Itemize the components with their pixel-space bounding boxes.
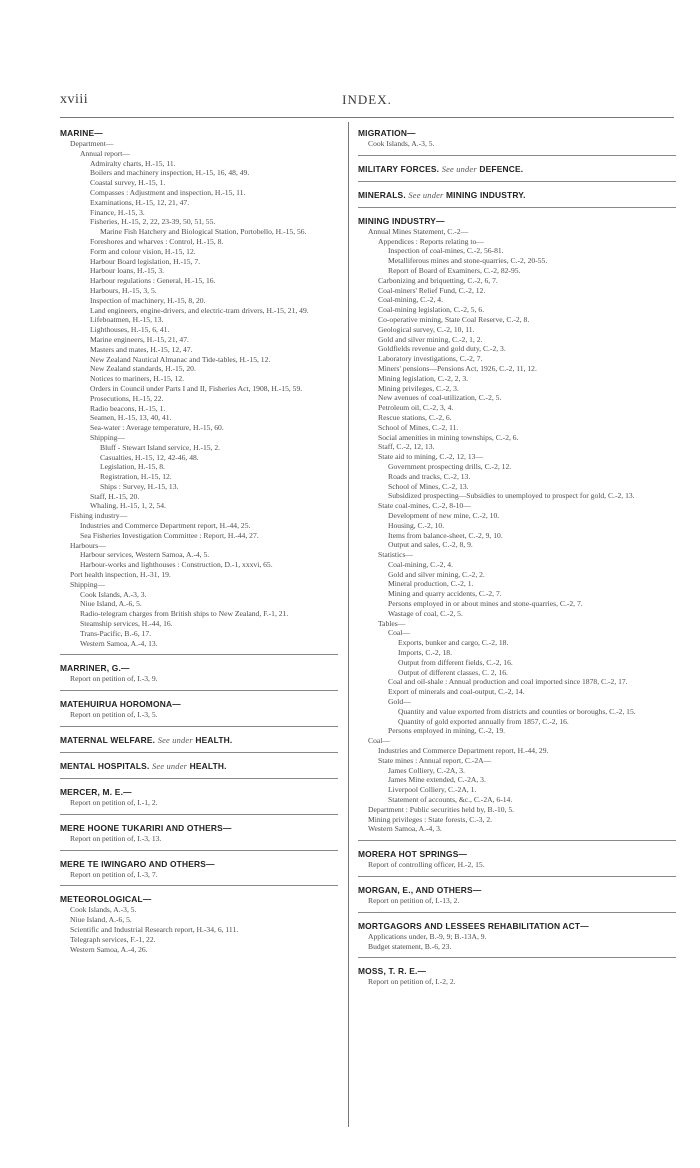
index-line: Seamen, H.-15, 13, 40, 41.: [90, 413, 172, 423]
index-line: Bluff - Stewart Island service, H.-15, 2.: [100, 442, 221, 452]
index-line: Scientific and Industrial Research report, H.-34, 6, 111.: [70, 925, 239, 935]
index-entry: [60, 663, 338, 691]
index-line: Output of different classes, C. 2, 16.: [398, 667, 508, 677]
header-rule: [60, 117, 674, 118]
index-line: Quantity of gold exported annually from 1857, C.-2, 16.: [398, 716, 569, 726]
heading-text: MINING INDUSTRY—: [358, 215, 445, 226]
index-line: Report on petition of, I.-2, 2.: [368, 977, 456, 987]
heading-text: MARINE—: [60, 128, 103, 138]
entry-heading: [358, 164, 676, 175]
index-line: Geological survey, C.-2, 10, 11.: [378, 324, 475, 334]
column-divider: [348, 122, 349, 1127]
index-entry: [60, 823, 338, 851]
index-line: Cook Islands, A.-3, 5.: [368, 139, 435, 148]
index-line: State coal-mines, C.-2, 8-10—: [378, 501, 471, 511]
index-line: Statistics—: [378, 550, 414, 560]
index-line: New avenues of coal-utilization, C.-2, 5.: [378, 393, 502, 403]
index-line: Laboratory investigations, C.-2, 7.: [378, 354, 483, 364]
index-line: Inspection of coal-mines, C.-2, 56-81.: [388, 246, 504, 256]
index-line: State mines : Annual report, C.-2A—: [378, 755, 492, 765]
index-entry: [358, 921, 676, 959]
entry-heading: [60, 894, 338, 905]
index-line: Western Samoa, A.-4, 3.: [368, 824, 442, 834]
index-line: Output and sales, C.-2, 8, 9.: [388, 540, 473, 550]
index-line: James Mine extended, C.-2A, 3.: [388, 775, 486, 785]
index-line: Carbonizing and briquetting, C.-2, 6, 7.: [378, 275, 498, 285]
index-line: Miners' pensions—Pensions Act, 1926, C.-2, 11, 12.: [378, 363, 537, 373]
index-line: Mining privileges : State forests, C.-3, 2.: [368, 814, 493, 824]
index-line: Inspection of machinery, H.-15, 8, 20.: [90, 295, 206, 305]
heading-text: MIGRATION—: [358, 128, 416, 138]
index-line: Housing, C.-2, 10.: [388, 520, 445, 530]
index-line: Registration, H.-15, 12.: [100, 472, 172, 482]
index-line: Report of controlling officer, H.-2, 15.: [368, 860, 485, 870]
index-entry: [358, 885, 676, 913]
index-line: Coal—: [388, 628, 410, 638]
heading-text: MARRINER, G.—: [60, 663, 130, 674]
index-line: Radio-telegram charges from British ships to New Zealand, F.-1, 21.: [80, 609, 289, 619]
page-header: [60, 92, 674, 108]
index-line: Harbour services, Western Samoa, A.-4, 5.: [80, 550, 210, 560]
index-line: Annual report—: [80, 148, 130, 158]
index-line: Port health inspection, H.-31, 19.: [70, 570, 171, 580]
index-line: Persons employed in or about mines and stone-quarries, C.-2, 7.: [388, 599, 583, 609]
heading-text: MATEHUIRUA HOROMONA—: [60, 699, 181, 710]
heading-text: MORGAN, E., AND OTHERS—: [358, 885, 482, 895]
index-line: Examinations, H.-15, 12, 21, 47.: [90, 197, 190, 207]
index-line: Tables—: [378, 618, 406, 628]
right-column: [358, 128, 676, 1001]
index-entry: [358, 849, 676, 877]
index-entry: [60, 699, 338, 727]
index-line: Industries and Commerce Department report, H.-44, 29.: [378, 746, 549, 756]
index-line: Land engineers, engine-drivers, and electric-tram drivers, H.-15, 21, 49.: [90, 305, 309, 315]
index-line: Report on petition of, I.-13, 2.: [368, 896, 460, 905]
index-line: James Colliery, C.-2A, 3.: [388, 765, 465, 775]
index-line: Subsidized prospecting—Subsidies to unemployed to prospect for gold, C.-2, 13.: [388, 491, 635, 501]
index-line: Gold and silver mining, C.-2, 2.: [388, 569, 485, 579]
index-line: Mining legislation, C.-2, 2, 3.: [378, 373, 469, 383]
index-line: Telegraph services, F.-1, 22.: [70, 934, 156, 944]
heading-text: MOSS, T. R. E.—: [358, 966, 427, 977]
entry-heading: [60, 128, 338, 139]
index-line: Coal and oil-shale : Annual production and coal imported since 1878, C.-2, 17.: [388, 677, 628, 687]
index-line: Marine Fish Hatchery and Biological Station, Portobello, H.-15, 56.: [100, 227, 307, 237]
page-number: xviii: [60, 92, 89, 107]
index-line: Lighthouses, H.-15, 6, 41.: [90, 325, 170, 335]
heading-text: MENTAL HOSPITALS.: [60, 761, 150, 772]
entry-heading: [60, 699, 338, 710]
index-line: Fishing industry—: [70, 511, 128, 521]
index-entry: [358, 164, 676, 182]
index-entry: [358, 966, 676, 993]
index-line: Harbour regulations : General, H.-15, 16.: [90, 276, 216, 286]
index-line: School of Mines, C.-2, 13.: [388, 481, 469, 491]
index-line: Foreshores and wharves : Control, H.-15, 8.: [90, 236, 224, 246]
index-entry: [358, 190, 676, 208]
index-line: Western Samoa, A.-4, 26.: [70, 944, 148, 954]
index-line: Gold and silver mining, C.-2, 1, 2.: [378, 334, 483, 344]
index-entry: [60, 787, 338, 815]
entry-heading: [358, 216, 676, 227]
heading-text: MERCER, M. E.—: [60, 787, 132, 798]
index-line: Trans-Pacific, B.-6, 17.: [80, 628, 152, 638]
index-line: Goldfields revenue and gold duty, C.-2, 3.: [378, 344, 506, 354]
index-line: Shipping—: [90, 432, 126, 442]
index-line: Report of Board of Examiners, C.-2, 82-95.: [388, 265, 521, 275]
index-line: Staff, C.-2, 12, 13.: [378, 442, 435, 452]
index-line: Mining and quarry accidents, C.-2, 7.: [388, 589, 502, 599]
index-line: Mining privileges, C.-2, 3.: [378, 383, 459, 393]
heading-text: MERE HOONE TUKARIRI AND OTHERS—: [60, 822, 232, 833]
heading-text: MERE TE IWINGARO AND OTHERS—: [60, 858, 215, 869]
index-line: Roads and tracks, C.-2, 13.: [388, 471, 471, 481]
index-entry: [60, 128, 338, 655]
index-line: Quantity and value exported from districts and counties or boroughs, C.-2, 15.: [398, 706, 636, 716]
index-line: Staff, H.-15, 20.: [90, 491, 140, 501]
index-line: Persons employed in mining, C.-2, 19.: [388, 726, 506, 736]
index-line: Coal-mining legislation, C.-2, 5, 6.: [378, 305, 485, 315]
index-line: Imports, C.-2, 18.: [398, 648, 452, 658]
index-line: Items from balance-sheet, C.-2, 9, 10.: [388, 530, 503, 540]
entry-heading: [60, 823, 338, 834]
index-line: Steamship services, H.-44, 16.: [80, 619, 173, 629]
index-line: Casualties, H.-15, 12, 42-46, 48.: [100, 452, 199, 462]
index-line: Coal-miners' Relief Fund, C.-2, 12.: [378, 285, 486, 295]
index-line: Report on petition of, I.-3, 7.: [70, 869, 158, 879]
index-entry: [60, 859, 338, 887]
entry-heading: [60, 663, 338, 674]
index-line: Marine engineers, H.-15, 21, 47.: [90, 334, 189, 344]
index-line: Liverpool Colliery, C.-2A, 1.: [388, 785, 477, 795]
heading-text: MATERNAL WELFARE.: [60, 735, 156, 746]
index-entry: [60, 894, 338, 960]
index-line: Radio beacons, H.-15, 1.: [90, 403, 166, 413]
entry-heading: [358, 885, 676, 896]
index-line: Finance, H.-15, 3.: [90, 207, 145, 217]
index-line: Rescue stations, C.-2, 6.: [378, 412, 452, 422]
index-line: State aid to mining, C.-2, 12, 13—: [378, 452, 484, 462]
index-line: Whaling, H.-15, 1, 2, 54.: [90, 501, 166, 511]
index-line: Wastage of coal, C.-2, 5.: [388, 608, 463, 618]
index-entry: [358, 216, 676, 841]
index-line: Form and colour vision, H.-15, 12.: [90, 246, 196, 256]
index-line: Coastal survey, H.-15, 1.: [90, 178, 166, 188]
index-entry: [60, 761, 338, 779]
index-line: Notices to mariners, H.-15, 12.: [90, 374, 185, 384]
entry-heading: [358, 921, 676, 932]
index-line: Government prospecting drills, C.-2, 12.: [388, 461, 512, 471]
index-line: Lifeboatmen, H.-15, 13.: [90, 315, 164, 325]
see-target: HEALTH.: [189, 761, 227, 772]
see-target: HEALTH.: [195, 735, 233, 746]
index-line: Exports, bunker and cargo, C.-2, 18.: [398, 638, 509, 648]
index-line: Boilers and machinery inspection, H.-15, 16, 48, 49.: [90, 168, 250, 178]
entry-heading: [60, 735, 338, 746]
index-line: Fisheries, H.-15, 2, 22, 23-39, 50, 51, 55.: [90, 217, 216, 227]
heading-text: MORTGAGORS AND LESSEES REHABILITATION ACT—: [358, 920, 589, 931]
heading-text: METEOROLOGICAL—: [60, 894, 152, 905]
see-target: MINING INDUSTRY.: [446, 189, 526, 200]
index-line: Ships : Survey, H.-15, 13.: [100, 481, 179, 491]
index-line: Budget statement, B.-6, 23.: [368, 941, 452, 951]
index-line: Shipping—: [70, 579, 106, 589]
index-line: New Zealand Nautical Almanac and Tide-tables, H.-15, 12.: [90, 354, 271, 364]
index-line: Output from different fields, C.-2, 16.: [398, 657, 513, 667]
index-line: Gold—: [388, 697, 411, 707]
entry-heading: [358, 849, 676, 860]
index-line: Admiralty charts, H.-15, 11.: [90, 158, 176, 168]
index-line: Sea-water : Average temperature, H.-15, 60.: [90, 423, 224, 433]
entry-heading: [358, 190, 676, 201]
entry-heading: [358, 128, 676, 139]
entry-heading: [60, 859, 338, 870]
index-line: Orders in Council under Parts I and II, Fisheries Act, 1908, H.-15, 59.: [90, 383, 303, 393]
index-entry: [358, 128, 676, 156]
see-reference: See under: [157, 736, 193, 746]
index-line: Prosecutions, H.-15, 22.: [90, 393, 164, 403]
index-line: Harbours, H.-15, 3, 5.: [90, 285, 157, 295]
index-line: Western Samoa, A.-4, 13.: [80, 638, 158, 648]
index-line: Niue Island, A.-6, 5.: [80, 599, 142, 609]
index-line: Cook Islands, A.-3, 5.: [70, 905, 137, 915]
index-line: Coal-mining, C.-2, 4.: [378, 295, 443, 305]
index-line: Co-operative mining, State Coal Reserve, C.-2, 8.: [378, 314, 530, 324]
index-line: Social amenities in mining townships, C.-2, 6.: [378, 432, 519, 442]
index-line: Sea Fisheries Investigation Committee : Report, H.-44, 27.: [80, 530, 259, 540]
see-reference: See under: [152, 762, 188, 772]
left-column: [60, 128, 338, 968]
index-line: Department—: [70, 139, 114, 148]
index-line: School of Mines, C.-2, 11.: [378, 422, 459, 432]
index-line: Harbour-works and lighthouses : Construction, D.-1, xxxvi, 65.: [80, 560, 273, 570]
index-line: Mineral production, C.-2, 1.: [388, 579, 474, 589]
index-line: Report on petition of, I.-3, 9.: [70, 674, 158, 684]
index-line: Harbours—: [70, 540, 106, 550]
entry-heading: [60, 787, 338, 798]
index-line: Statement of accounts, &c., C.-2A, 6-14.: [388, 795, 513, 805]
index-line: Report on petition of, I.-3, 5.: [70, 710, 158, 720]
index-line: Petroleum oil, C.-2, 3, 4.: [378, 403, 454, 413]
index-line: Export of minerals and coal-output, C.-2, 14.: [388, 687, 525, 697]
index-line: Cook Islands, A.-3, 3.: [80, 589, 147, 599]
index-line: Department : Public securities held by, B.-10, 5.: [368, 804, 515, 814]
index-entry: [60, 735, 338, 753]
index-line: Masters and mates, H.-15, 12, 47.: [90, 344, 193, 354]
index-line: Harbour loans, H.-15, 3.: [90, 266, 165, 276]
heading-text: MINERALS.: [358, 189, 406, 200]
see-reference: See under: [408, 190, 444, 200]
index-line: Applications under, B.-9, 9; B.-13A, 9.: [368, 931, 487, 941]
heading-text: MORERA HOT SPRINGS—: [358, 849, 468, 860]
index-line: Industries and Commerce Department report, H.-44, 25.: [80, 521, 251, 531]
index-line: Niue Island, A.-6, 5.: [70, 915, 132, 925]
index-line: Report on petition of, I.-1, 2.: [70, 798, 158, 808]
entry-heading: [60, 761, 338, 772]
index-line: Compasses : Adjustment and inspection, H.-15, 11.: [90, 187, 246, 197]
index-line: Coal-mining, C.-2, 4.: [388, 559, 453, 569]
page-title: INDEX.: [342, 92, 392, 107]
entry-heading: [358, 966, 676, 977]
heading-text: MILITARY FORCES.: [358, 163, 440, 174]
index-line: Development of new mine, C.-2, 10.: [388, 510, 500, 520]
index-line: Harbour Board legislation, H.-15, 7.: [90, 256, 201, 266]
see-target: DEFENCE.: [479, 163, 524, 174]
see-reference: See under: [441, 164, 477, 174]
index-line: Appendices : Reports relating to—: [378, 236, 484, 246]
index-line: Annual Mines Statement, C.-2—: [368, 226, 469, 236]
index-line: Legislation, H.-15, 8.: [100, 462, 165, 472]
index-line: Metalliferous mines and stone-quarries, C.-2, 20-55.: [388, 256, 548, 266]
index-line: New Zealand standards, H.-15, 20.: [90, 364, 196, 374]
index-line: Coal—: [368, 736, 390, 746]
index-line: Report on petition of, I.-3, 13.: [70, 833, 162, 843]
